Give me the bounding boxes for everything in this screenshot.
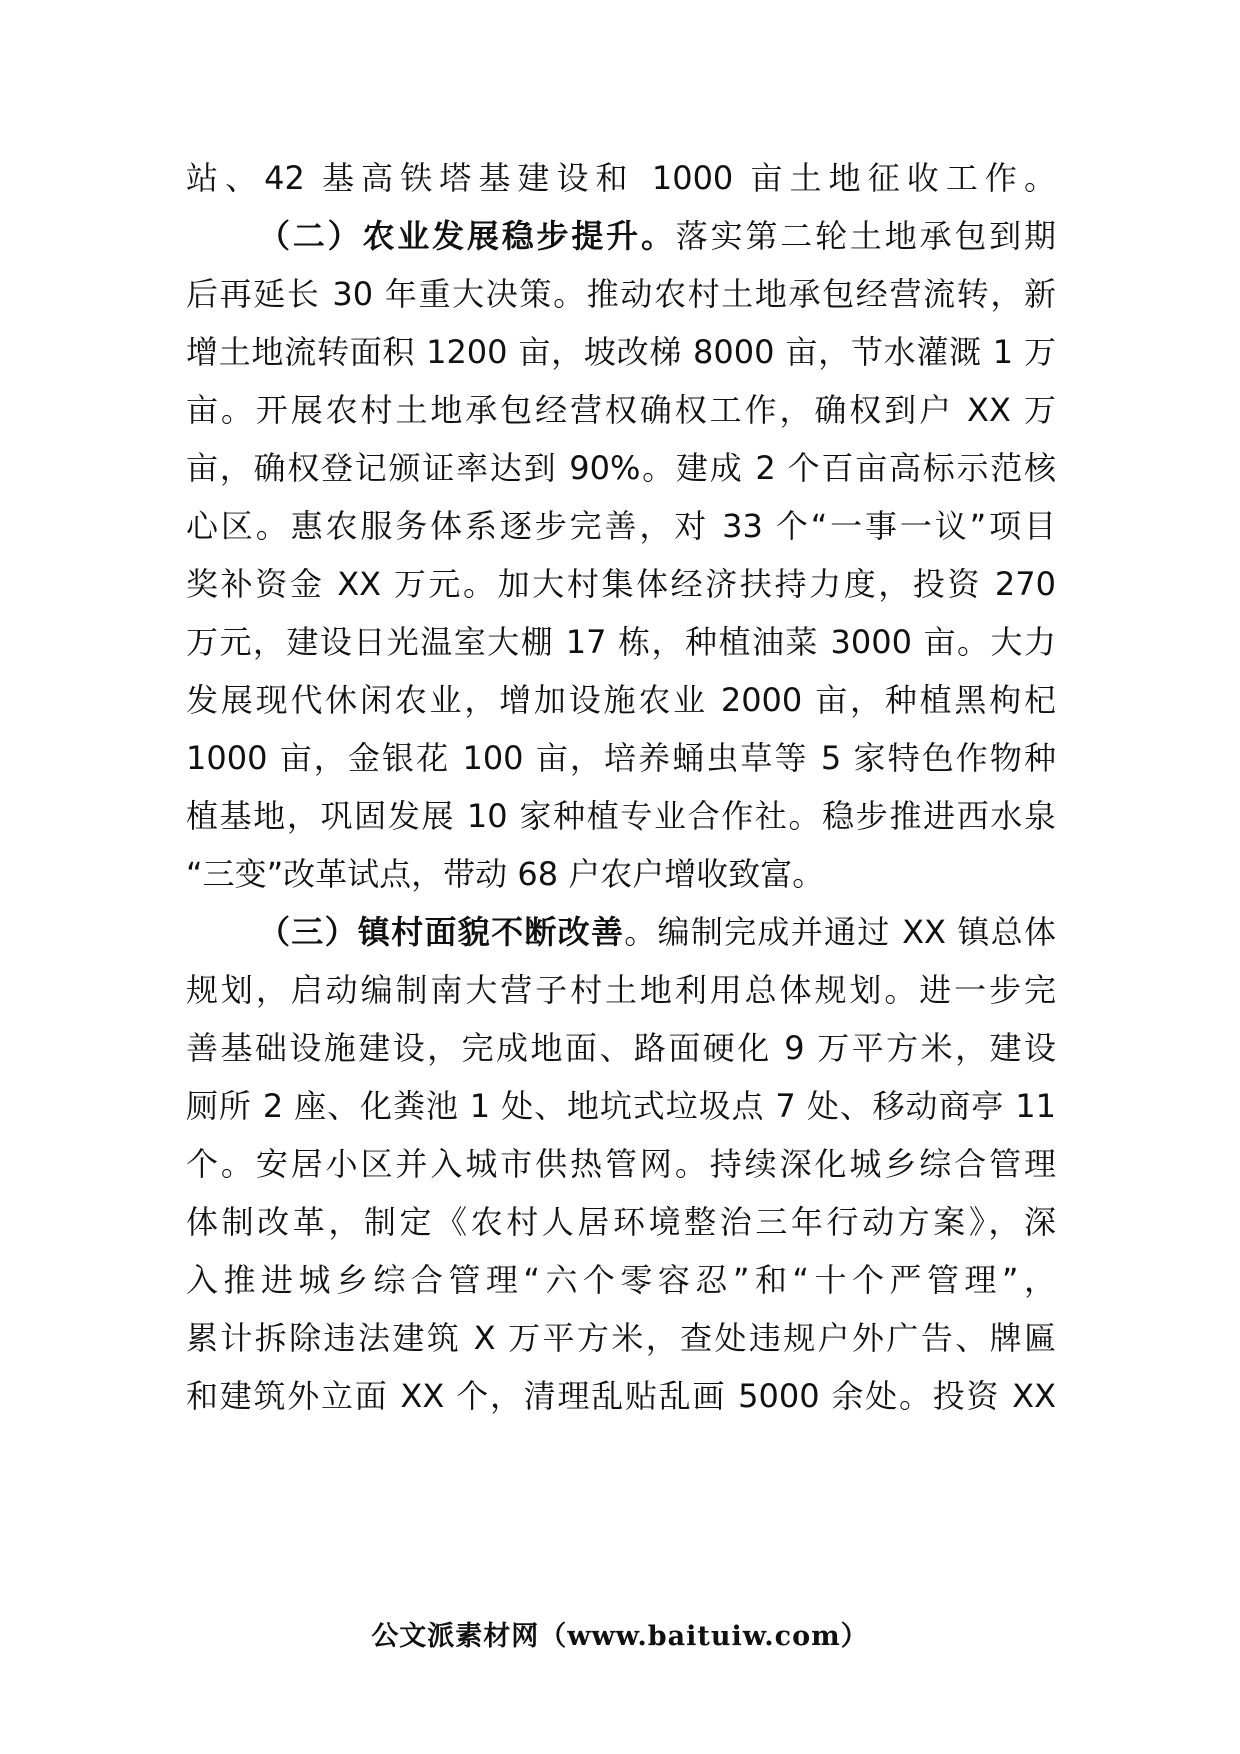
- body-line: 心区。惠农服务体系逐步完善，对 33 个“一事一议”项目: [186, 507, 1056, 545]
- page-footer-watermark: 公文派素材网（www.baituiw.com）: [371, 1621, 869, 1652]
- body-line: 万元，建设日光温室大棚 17 栋，种植油菜 3000 亩。大力: [186, 623, 1056, 661]
- body-line: 个。安居小区并入城市供热管网。持续深化城乡综合管理: [186, 1145, 1056, 1183]
- section-heading-line: （三）镇村面貌不断改善。编制完成并通过 XX 镇总体: [258, 913, 1056, 951]
- body-line: 厕所 2 座、化粪池 1 处、地坑式垃圾点 7 处、移动商亭 11: [186, 1087, 1056, 1125]
- body-line: 累计拆除违法建筑 X 万平方米，查处违规户外广告、牌匾: [186, 1319, 1056, 1357]
- section-heading: （三）镇村面貌不断改善: [258, 913, 625, 951]
- section-heading: （二）农业发展稳步提升。: [258, 217, 676, 255]
- section-heading-line: （二）农业发展稳步提升。落实第二轮土地承包到期: [258, 217, 1056, 255]
- body-line: 规划，启动编制南大营子村土地利用总体规划。进一步完: [186, 971, 1056, 1009]
- body-line: 亩。开展农村土地承包经营权确权工作，确权到户 XX 万: [186, 391, 1056, 429]
- body-line: 和建筑外立面 XX 个，清理乱贴乱画 5000 余处。投资 XX: [186, 1377, 1056, 1415]
- body-line: 亩，确权登记颁证率达到 90%。建成 2 个百亩高标示范核: [186, 449, 1056, 487]
- body-line: 发展现代休闲农业，增加设施农业 2000 亩，种植黑枸杞: [186, 681, 1056, 719]
- body-line: 体制改革，制定《农村人居环境整治三年行动方案》，深: [186, 1203, 1056, 1241]
- body-line: 后再延长 30 年重大决策。推动农村土地承包经营流转，新: [186, 275, 1056, 313]
- body-line: 入推进城乡综合管理“六个零容忍”和“十个严管理”，: [186, 1261, 1056, 1299]
- body-line: 站、42 基高铁塔基建设和 1000 亩土地征收工作。: [186, 159, 1056, 197]
- body-line: 增土地流转面积 1200 亩，坡改梯 8000 亩，节水灌溉 1 万: [186, 333, 1056, 371]
- body-line: “三变”改革试点，带动 68 户农户增收致富。: [186, 855, 825, 893]
- body-line: 1000 亩，金银花 100 亩，培养蛹虫草等 5 家特色作物种: [186, 739, 1056, 777]
- body-line: 善基础设施建设，完成地面、路面硬化 9 万平方米，建设: [186, 1029, 1056, 1067]
- body-line: 植基地，巩固发展 10 家种植专业合作社。稳步推进西水泉: [186, 797, 1056, 835]
- body-line: 奖补资金 XX 万元。加大村集体经济扶持力度，投资 270: [186, 565, 1056, 603]
